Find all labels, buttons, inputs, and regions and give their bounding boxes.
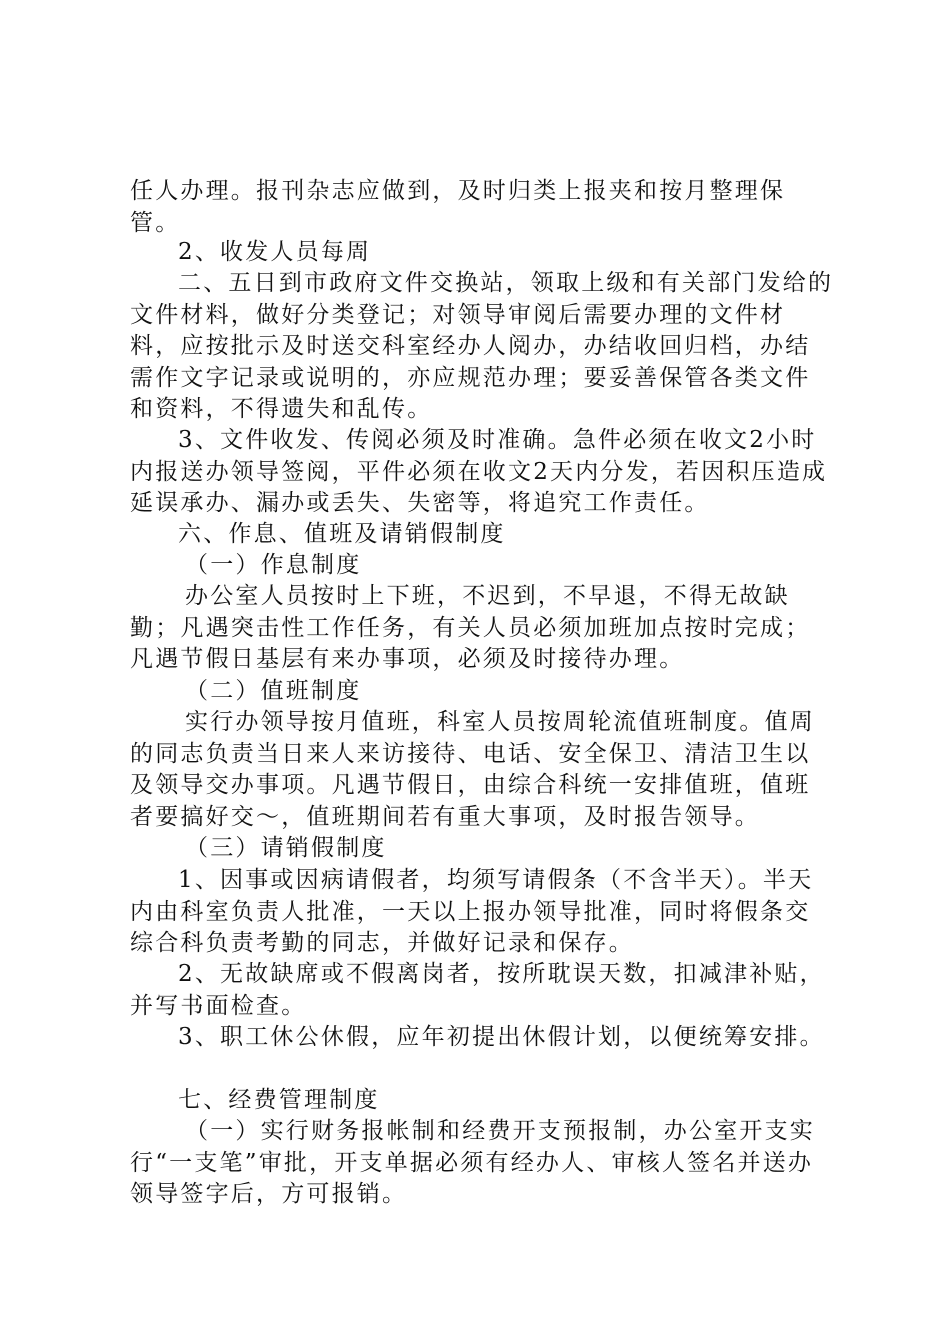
paragraph-leave-2: 2、无故缺席或不假离岗者，按所耽误天数，扣减津补贴，并写书面检查。	[130, 961, 825, 1019]
paragraph-leave-1: 1、因事或因病请假者，均须写请假条（不含半天）。半天内由科室负责人批准，一天以上报办领导批准，同时将假条交综合科负责考勤的同志，并做好记录和保存。	[130, 867, 814, 956]
paragraph-continuation: 任人办理。报刊杂志应做到，及时归类上报夹和按月整理保管。	[130, 178, 786, 236]
paragraph-expense-1: （一）实行财务报帐制和经费开支预报制，办公室开支实行“一支笔”审批，开支单据必须有经办人、审核人签名并送办领导签字后，方可报销。	[130, 1118, 815, 1207]
paragraph-file-collection: 二、五日到市政府文件交换站，领取上级和有关部门发给的文件材料，做好分类登记；对领导审阅后需要办理的文件材料，应按批示及时送交科室经办人阅办，办结收回归档，办结需作文字记录或说明的，亦应规范办理；要妥善保管各类文件和资料，不得遗失和乱传。	[130, 270, 834, 422]
subsection-heading-1: （一）作息制度	[185, 552, 362, 578]
paragraph-leave-3: 3、职工休公休假，应年初提出休假计划，以便统筹安排。	[178, 1024, 825, 1050]
paragraph-duty: 实行办领导按月值班，科室人员按周轮流值班制度。值周的同志负责当日来人来访接待、电话、安全保卫、清洁卫生以及领导交办事项。凡遇节假日，由综合科统一安排值班，值班者要搞好交～，值班期间若有重大事项，及时报告领导。	[130, 709, 815, 830]
paragraph-item-2-heading: 2、收发人员每周	[178, 239, 372, 265]
subsection-heading-3: （三）请销假制度	[185, 835, 387, 861]
paragraph-item-3: 3、文件收发、传阅必须及时准确。急件必须在收文2小时内报送办领导签阅，平件必须在收文2天内分发，若因积压造成延误承办、漏办或丢失、失密等，将追究工作责任。	[130, 427, 828, 516]
section-heading-7: 七、经费管理制度	[178, 1087, 380, 1113]
section-heading-6: 六、作息、值班及请销假制度	[178, 521, 506, 547]
subsection-heading-2: （二）值班制度	[185, 678, 362, 704]
paragraph-work-hours: 办公室人员按时上下班，不迟到，不早退，不得无故缺勤；凡遇突击性工作任务，有关人员必须加班加点按时完成；凡遇节假日基层有来办事项，必须及时接待办理。	[130, 583, 811, 672]
